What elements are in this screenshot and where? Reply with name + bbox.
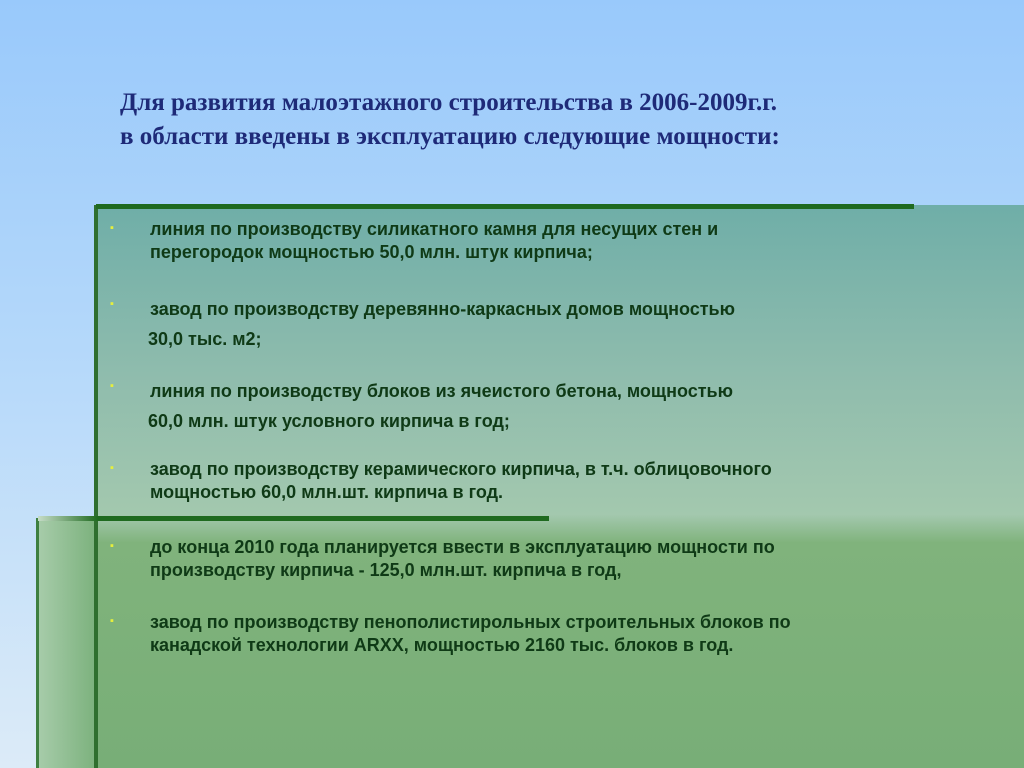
bullet-icon: ▪ [110, 222, 114, 234]
slide-title-line-2: в области введены в эксплуатацию следующие мощности: [120, 123, 780, 150]
list-item-line-2: 30,0 тыс. м2; [148, 329, 262, 349]
list-item-line-2: канадской технологии ARXX, мощностью 2160 тыс. блоков в год. [150, 635, 734, 655]
list-item-text [150, 536, 990, 582]
list-item-text [150, 218, 990, 264]
decorative-bar-middle-fade [38, 516, 98, 521]
list-item-line-1: завод по производству пенополистирольных строительных блоков по [150, 612, 791, 632]
list-item-line-2: мощностью 60,0 млн.шт. кирпича в год. [150, 482, 504, 502]
decorative-bar-top [96, 204, 914, 209]
slide-title [120, 86, 980, 154]
content-panel-left-edge [94, 205, 98, 768]
list-item-text [150, 458, 990, 504]
background-panel-lower-edge [36, 518, 39, 768]
bullet-icon: ▪ [110, 298, 114, 310]
list-item-line-1: линия по производству силикатного камня для несущих стен и [150, 219, 719, 239]
list-item-line-1: до конца 2010 года планируется ввести в эксплуатацию мощности по [150, 537, 775, 557]
list-item-line-1: завод по производству керамического кирпича, в т.ч. облицовочного [150, 459, 772, 479]
list-item-line-2: перегородок мощностью 50,0 млн. штук кирпича; [150, 242, 593, 262]
list-item-text [150, 376, 990, 436]
bullet-icon: ▪ [110, 540, 114, 552]
list-item-line-2: 60,0 млн. штук условного кирпича в год; [148, 411, 510, 431]
slide-title-line-1: Для развития малоэтажного строительства в 2006-2009г.г. [120, 89, 778, 116]
list-item-line-2: производству кирпича - 125,0 млн.шт. кирпича в год, [150, 560, 622, 580]
bullet-icon: ▪ [110, 380, 114, 392]
bullet-icon: ▪ [110, 615, 114, 627]
list-item-line-1: линия по производству блоков из ячеистого бетона, мощностью [150, 381, 733, 401]
list-item-text [150, 611, 990, 657]
bullet-icon: ▪ [110, 462, 114, 474]
list-item-line-1: завод по производству деревянно-каркасных домов мощностью [150, 299, 735, 319]
list-item-text [150, 294, 990, 354]
decorative-bar-middle [38, 516, 549, 521]
